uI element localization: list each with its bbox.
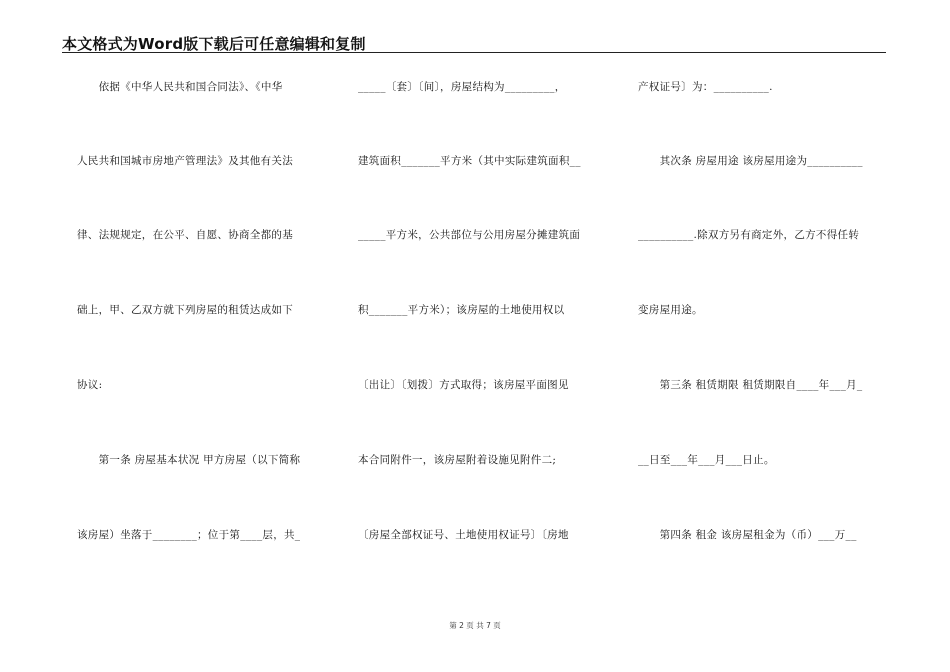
text-line: _____〔套〕〔间〕，房屋结构为_________， — [358, 81, 566, 93]
text-line: 协议: — [77, 379, 103, 391]
text-line: 第一条 房屋基本状况 甲方房屋（以下简称 — [77, 454, 301, 466]
text-line: 积_______平方米）；该房屋的土地使用权以 — [358, 304, 565, 316]
text-line: 律、法规规定，在公平、自愿、协商全都的基 — [77, 229, 293, 241]
page-number: 第 2 页 共 7 页 — [449, 621, 501, 630]
text-line: __________.除双方另有商定外，乙方不得任转 — [638, 229, 860, 241]
text-line: 产权证号〕为：__________. — [638, 81, 773, 93]
text-line: 第三条 租赁期限 租赁期限自____年___月_ — [638, 379, 863, 391]
text-line: __日至___年___月___日止。 — [638, 454, 775, 466]
text-line: 依据《中华人民共和国合同法》、《中华 — [77, 81, 283, 93]
text-line: _____平方米，公共部位与公用房屋分摊建筑面 — [358, 229, 581, 241]
text-line: 人民共和国城市房地产管理法》及其他有关法 — [77, 155, 293, 167]
document-header-title: 本文格式为Word版下载后可任意编辑和复制 — [62, 35, 366, 53]
text-line: 该房屋）坐落于________；位于第____层，共_ — [77, 529, 301, 541]
text-line: 〔房屋全部权证号、土地使用权证号〕〔房地 — [358, 529, 569, 541]
text-line: 建筑面积_______平方米（其中实际建筑面积__ — [358, 155, 581, 167]
text-line: 本合同附件一，该房屋附着设施见附件二; — [358, 454, 557, 466]
text-line: 变房屋用途。 — [638, 304, 703, 316]
text-line: 其次条 房屋用途 该房屋用途为__________ — [638, 155, 863, 167]
text-line: 〔出让〕〔划拨〕方式取得；该房屋平面图见 — [358, 379, 569, 391]
text-column-2 — [358, 70, 610, 590]
text-column-3 — [638, 70, 888, 590]
header-divider — [62, 52, 886, 53]
text-column-1 — [77, 70, 325, 590]
text-line: 础上，甲、乙双方就下列房屋的租赁达成如下 — [77, 304, 293, 316]
text-line: 第四条 租金 该房屋租金为（币）___万__ — [638, 529, 857, 541]
